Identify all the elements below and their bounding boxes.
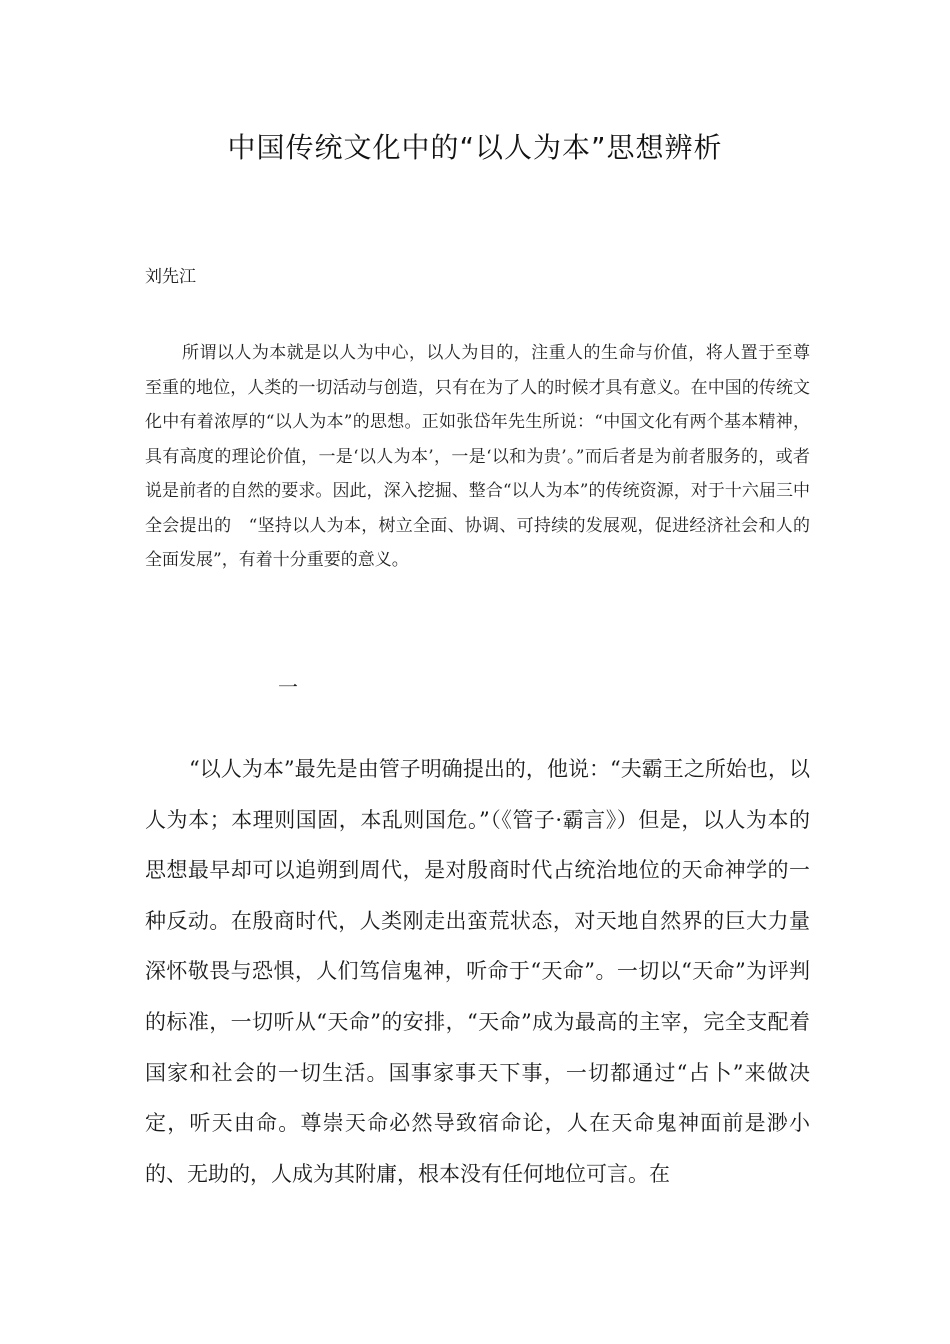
author-name: 刘先江 (145, 267, 196, 287)
intro-paragraph: 所谓以人为本就是以人为中心，以人为目的，注重人的生命与价值，将人置于至尊至重的地位，人类的一切活动与创造，只有在为了人的时候才具有意义。在中国的传统文化中有着浓厚的“以人为本”的思想。正如张岱年先生所说：“中国文化有两个基本精神，具有高度的理论价值，一是‘以人为本’，一是‘以和为贵’。”而后者是为前者服务的，或者说是前者的自然的要求。因此，深入挖掘、整合“以人为本”的传统资源，对于十六届三中全会提出的 “坚持以人为本，树立全面、协调、可持续的发展观，促进经济社会和人的全面发展”，有着十分重要的意义。 (145, 343, 810, 570)
document-title: 中国传统文化中的“以人为本”思想辨析 (227, 131, 723, 164)
section-paragraph: “以人为本”最先是由管子明确提出的，他说：“夫霸王之所始也，以人为本；本理则国固，本乱则国危。”（《管子·霸言》）但是，以人为本的思想最早却可以追朔到周代，是对殷商时代占统治地位的天命神学的一种反动。在殷商时代，人类刚走出蛮荒状态，对天地自然界的巨大力量深怀敬畏与恐惧，人们笃信鬼神，听命于“天命”。一切以“天命”为评判的标准，一切听从“天命”的安排，“天命”成为最高的主宰，完全支配着国家和社会的一切生活。国事家事天下事，一切都通过“占卜”来做决定，听天由命。尊崇天命必然导致宿命论，人在天命鬼神面前是渺小的、无助的，人成为其附庸，根本没有任何地位可言。在 (145, 757, 810, 1186)
section-number: 一 (278, 675, 298, 699)
